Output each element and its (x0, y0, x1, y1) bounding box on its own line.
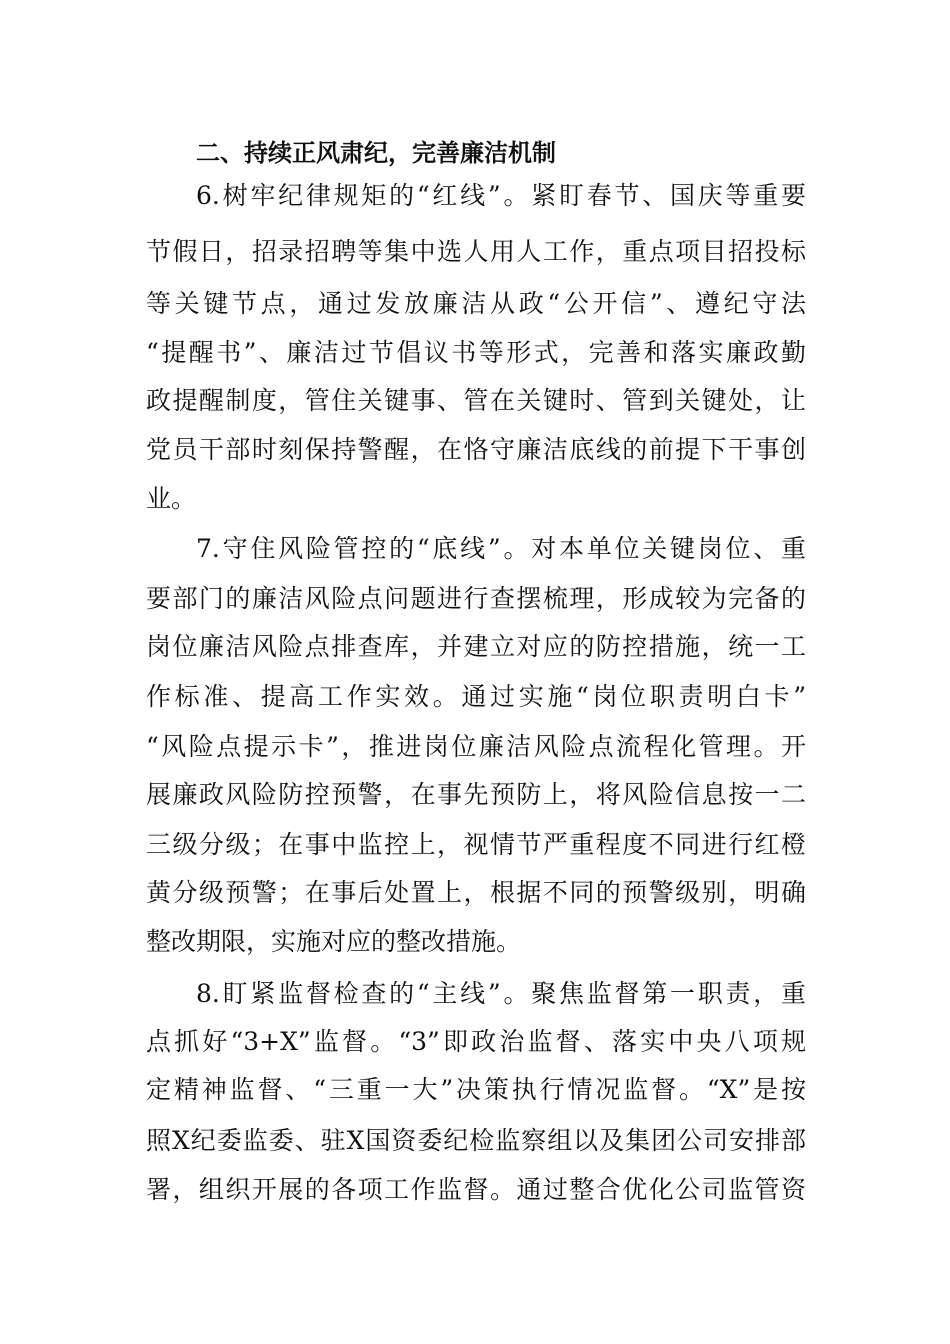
paragraph-line: 7.守住风险管控的“底线”。对本单位关键岗位、重 (196, 534, 806, 563)
paragraph-line: 6.树牢纪律规矩的“红线”。紧盯春节、国庆等重要 (196, 181, 806, 210)
paragraph-line: 黄分级预警；在事后处置上，根据不同的预警级别，明确 (146, 878, 806, 907)
paragraph-line: 党员干部时刻保持警醒，在恪守廉洁底线的前提下干事创 (146, 435, 806, 464)
paragraph-line: 定精神监督、“三重一大”决策执行情况监督。“X”是按 (146, 1075, 806, 1104)
paragraph-line: 点抓好“3+X”监督。“3”即政治监督、落实中央八项规 (146, 1027, 806, 1056)
paragraph-line: 8.盯紧监督检查的“主线”。聚焦监督第一职责，重 (196, 979, 806, 1008)
paragraph-line: 要部门的廉洁风险点问题进行查摆梳理，形成较为完备的 (146, 584, 806, 613)
paragraph-line: “提醒书”、廉洁过节倡议书等形式，完善和落实廉政勤 (146, 338, 806, 367)
paragraph-line: 作标准、提高工作实效。通过实施“岗位职责明白卡” (146, 682, 806, 711)
paragraph-line: 节假日，招录招聘等集中选人用人工作，重点项目招投标 (146, 237, 806, 266)
paragraph-line: 署，组织开展的各项工作监督。通过整合优化公司监管资 (146, 1175, 806, 1204)
paragraph-line: 整改期限，实施对应的整改措施。 (146, 927, 522, 956)
paragraph-line: 照X纪委监委、驻X国资委纪检监察组以及集团公司安排部 (146, 1126, 806, 1155)
paragraph-line: 展廉政风险防控预警，在事先预防上，将风险信息按一二 (146, 780, 806, 809)
paragraph-line: 等关键节点，通过发放廉洁从政“公开信”、遵纪守法 (146, 289, 806, 318)
paragraph-line: 三级分级；在事中监控上，视情节严重程度不同进行红橙 (146, 830, 806, 859)
paragraph-line: 岗位廉洁风险点排查库，并建立对应的防控措施，统一工 (146, 632, 806, 661)
paragraph-line: 业。 (146, 484, 197, 513)
paragraph-line: 政提醒制度，管住关键事、管在关键时、管到关键处，让 (146, 386, 806, 415)
section-heading: 二、持续正风肃纪，完善廉洁机制 (196, 139, 556, 167)
paragraph-line: “风险点提示卡”，推进岗位廉洁风险点流程化管理。开 (146, 732, 806, 761)
